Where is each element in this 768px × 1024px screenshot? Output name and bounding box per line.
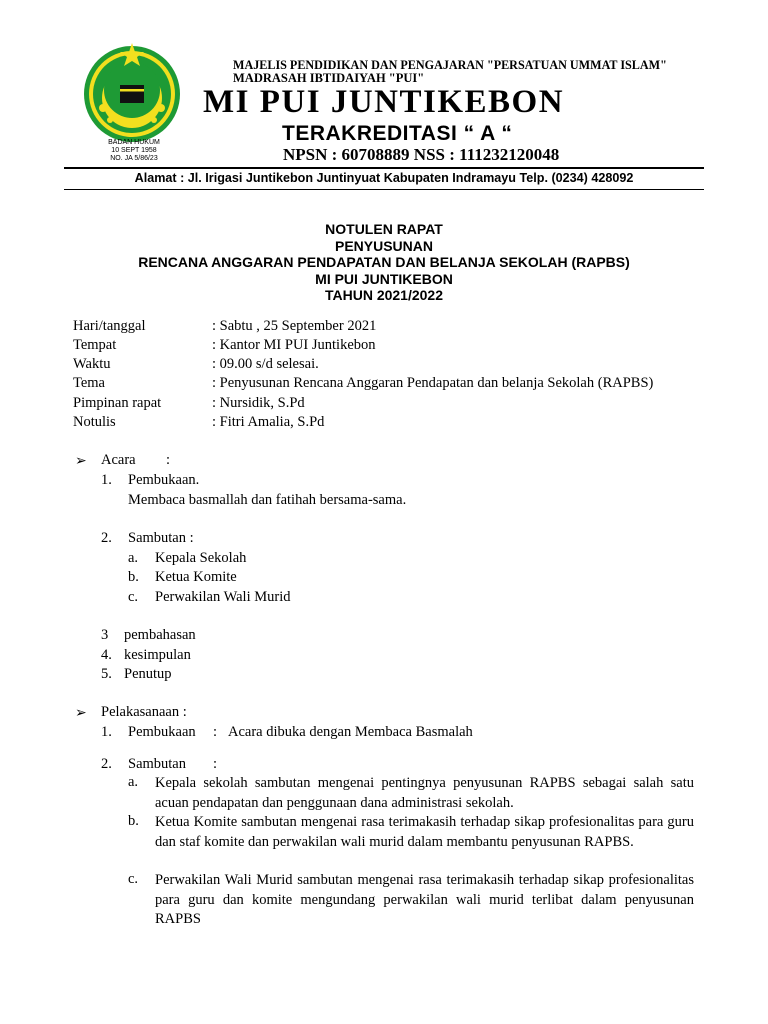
agenda-item-title: Penutup [124, 666, 172, 682]
arrow-bullet-icon: ➢ [75, 706, 87, 721]
title-line: MI PUI JUNTIKEBON [315, 270, 453, 287]
sub-item-text: Ketua Komite [155, 569, 237, 585]
badan-hukum-line: 10 SEPT 1958 [111, 147, 157, 154]
agenda-item-title: Pembukaan. [128, 472, 200, 488]
info-value: : Penyusunan Rencana Anggaran Pendapatan dan belanja Sekolah (RAPBS) [212, 375, 654, 391]
agenda-item-description: Membaca basmallah dan fatihah bersama-sama. [128, 492, 407, 508]
school-address: Alamat : Jl. Irigasi Juntikebon Juntinyuat Kabupaten Indramayu Telp. (0234) 428092 [134, 171, 634, 185]
section-heading-pelaksanaan: Pelakasanaan : [101, 704, 187, 720]
proceeding-text: Acara dibuka dengan Membaca Basmalah [228, 724, 473, 740]
badan-hukum-caption [92, 139, 176, 163]
sub-item-letter: b. [128, 569, 139, 585]
madrasah-name: MADRASAH IBTIDAIYAH "PUI" [233, 71, 425, 85]
school-name: MI PUI JUNTIKEBON [203, 84, 565, 120]
info-label: Hari/tanggal [73, 318, 146, 334]
list-number: 5. [101, 666, 112, 682]
header-divider [64, 189, 704, 190]
title-line: NOTULEN RAPAT [325, 221, 443, 237]
info-value: : Kantor MI PUI Juntikebon [212, 337, 376, 353]
info-label: Tempat [73, 337, 117, 353]
sub-item-letter: c. [128, 589, 139, 605]
info-value: : 09.00 s/d selesai. [212, 356, 319, 372]
sub-item-letter: c. [128, 871, 139, 887]
sub-item-paragraph: Kepala sekolah sambutan mengenai pentingnya penyusunan RAPBS sebagai salah satu acuan pendapatan dan penggunaan dana administrasi sekolah. [155, 775, 694, 811]
sub-item-text: Perwakilan Wali Murid [155, 589, 291, 605]
info-value: : Sabtu , 25 September 2021 [212, 318, 377, 334]
arrow-bullet-icon: ➢ [75, 454, 87, 469]
header-divider [64, 167, 704, 169]
npsn-nss: NPSN : 60708889 NSS : 111232120048 [283, 145, 560, 164]
info-value: : Nursidik, S.Pd [212, 395, 305, 411]
document-title [64, 221, 704, 304]
proceeding-colon: : [213, 724, 218, 740]
agenda-item-title: pembahasan [124, 627, 196, 643]
proceeding-colon: : [213, 756, 218, 772]
sub-item-letter: a. [128, 774, 139, 790]
sub-item-paragraph: Ketua Komite sambutan mengenai rasa terimakasih terhadap sikap profesionalitas para guru dan staf komite dan perwakilan wali murid dalam membantu penyusunan RAPBS. [155, 814, 694, 850]
list-number: 2. [101, 756, 112, 772]
heading-colon: : [166, 452, 171, 468]
school-logo-emblem [80, 40, 184, 146]
list-number: 4. [101, 647, 112, 663]
proceeding-label: Sambutan [128, 756, 186, 772]
title-line: PENYUSUNAN [334, 237, 433, 254]
agenda-item-title: kesimpulan [124, 647, 191, 663]
sub-item-letter: a. [128, 550, 139, 566]
info-label: Waktu [73, 356, 111, 372]
list-number: 1. [101, 724, 112, 740]
badan-hukum-line: BADAN HUKUM [108, 139, 160, 146]
section-heading-acara: Acara [101, 452, 136, 468]
badan-hukum-line: NO. JA 5/86/23 [110, 155, 158, 162]
sub-item-letter: b. [128, 813, 139, 829]
list-number: 2. [101, 530, 112, 546]
proceeding-label: Pembukaan [128, 724, 196, 740]
list-number: 3 [101, 627, 109, 643]
sub-item-paragraph: Perwakilan Wali Murid sambutan mengenai rasa terimakasih terhadap sikap profesionalitas para guru dan komite mengundang perwakilan wali murid terlibat dalam penyusunan RAPBS [155, 872, 694, 927]
info-label: Tema [73, 375, 105, 391]
title-line: RENCANA ANGGARAN PENDAPATAN DAN BELANJA SEKOLAH (RAPBS) [138, 254, 630, 270]
title-line: TAHUN 2021/2022 [324, 287, 444, 303]
info-value: : Fitri Amalia, S.Pd [212, 414, 325, 430]
list-number: 1. [101, 472, 112, 488]
organization-name: MAJELIS PENDIDIKAN DAN PENGAJARAN "PERSATUAN UMMAT ISLAM" [233, 58, 667, 72]
agenda-item-title: Sambutan : [128, 530, 194, 546]
sub-item-text: Kepala Sekolah [155, 550, 247, 566]
info-label: Pimpinan rapat [73, 395, 162, 411]
accreditation: TERAKREDITASI “ A “ [282, 122, 513, 145]
info-label: Notulis [73, 414, 116, 430]
